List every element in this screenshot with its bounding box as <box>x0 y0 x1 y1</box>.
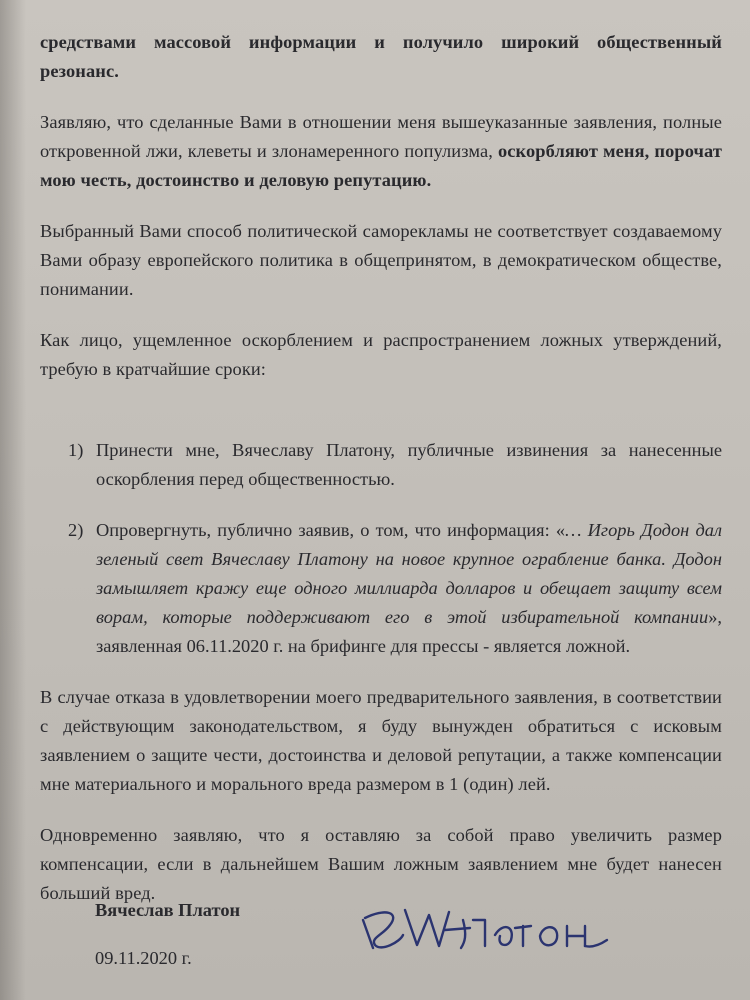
demands-list <box>40 436 722 661</box>
list-item: 2) Опровергнуть, публично заявив, о том, что информация: «… Игорь Додон дал зеленый свет Вячеславу Платону на новое крупное ограбление банка. Додон замышляет кражу еще одного миллиарда долларов и обещает защиту всем ворам, которые поддерживают его в этой избирательной компании», заявленная 06.11.2020 г. на брифинге для прессы - является ложной. <box>68 520 722 656</box>
paragraph-statement: Заявляю, что сделанные Вами в отношении меня вышеуказанные заявления, полные откровенной лжи, клеветы и злонамеренного популизма, оскорбляют меня, порочат мою честь, достоинство и деловую репутацию. <box>40 112 722 190</box>
paragraph-refusal: В случае отказа в удовлетворении моего предварительного заявления, в соответствии с действующим законодательством, я буду вынужден обратиться с исковым заявлением о защите чести, достоинства и деловой репутации, а также компенсации мне материального и морального вреда размером в 1 (один) лей. <box>40 687 722 794</box>
paragraph-compensation: Одновременно заявляю, что я оставляю за собой право увеличить размер компенсации, если в дальнейшем Вашим ложным заявлением мне будет нанесен больший вред. <box>40 825 722 903</box>
signatory-name: Вячеслав Платон <box>95 900 241 920</box>
list-item: 1) Принести мне, Вячеславу Платону, публичные извинения за нанесенные оскорбления перед общественностью. <box>68 440 722 489</box>
signature-date: 09.11.2020 г. <box>95 948 192 968</box>
paragraph-self-promotion: Выбранный Вами способ политической саморекламы не соответствует создаваемому Вами образу европейского политика в общепринятом, в демократическом обществе, понимании. <box>40 221 722 299</box>
page-shadow <box>0 0 26 1000</box>
paragraph-resonance: средствами массовой информации и получило широкий общественный резонанс. <box>40 32 722 81</box>
handwritten-signature <box>345 890 615 970</box>
paragraph-demand: Как лицо, ущемленное оскорблением и распространением ложных утверждений, требую в кратчайшие сроки: <box>40 330 722 379</box>
